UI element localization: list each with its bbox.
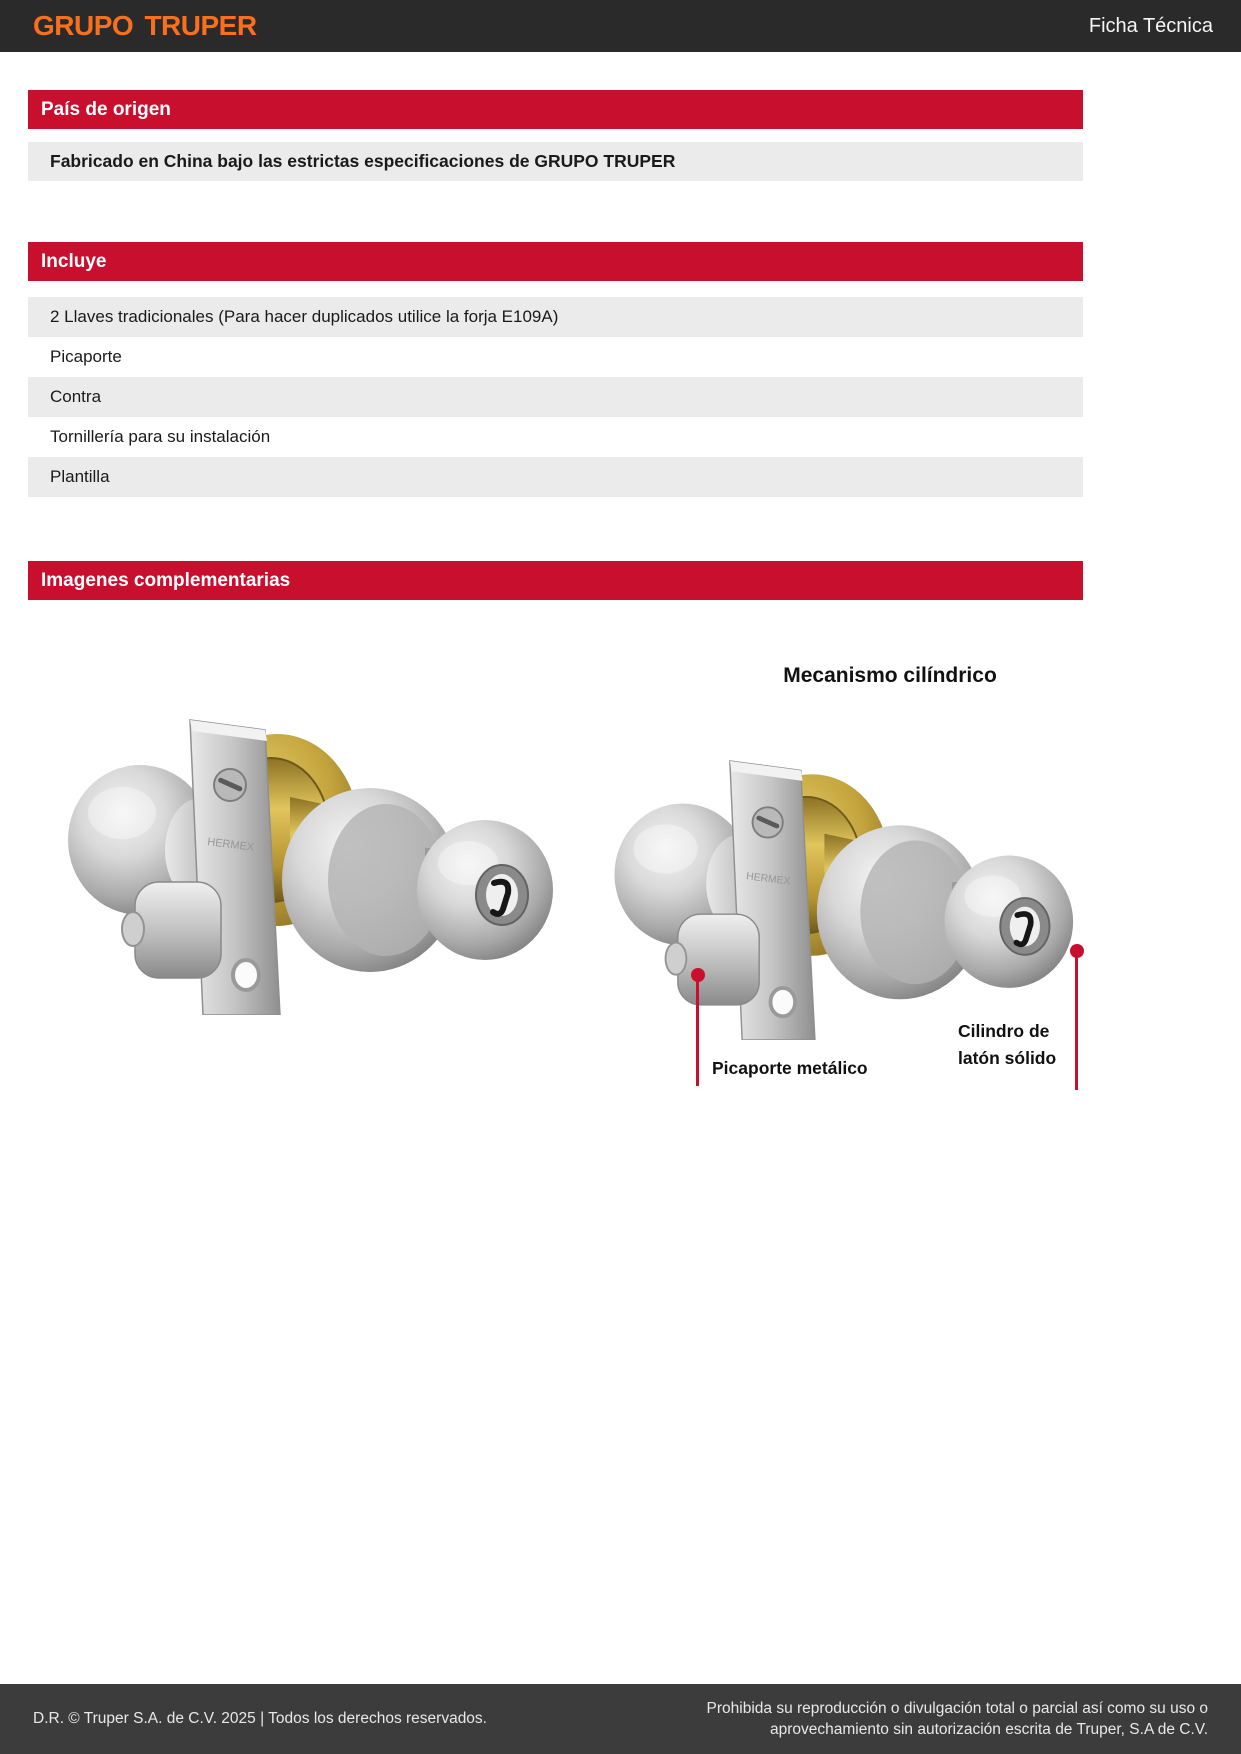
- footer-legal: [707, 1698, 1208, 1740]
- cylinder-annotation-line: [1075, 956, 1078, 1090]
- footer-legal-line1: Prohibida su reproducción o divulgación total o parcial así como su uso o: [706, 1700, 1208, 1717]
- footer-bar: [0, 1684, 1241, 1754]
- footer-copyright: D.R. © Truper S.A. de C.V. 2025 | Todos los derechos reservados.: [33, 1710, 487, 1727]
- cylinder-annotation-line2: latón sólido: [958, 1048, 1057, 1068]
- latch-annotation-label: Picaporte metálico: [712, 1058, 868, 1078]
- includes-row: Contra: [28, 377, 1083, 417]
- document-type-label: Ficha Técnica: [1088, 14, 1213, 37]
- cylinder-annotation-label: [958, 1018, 1056, 1072]
- top-header-bar: [0, 0, 1241, 52]
- section-header-imagenes-complementarias: Imagenes complementarias: [28, 561, 1083, 600]
- includes-row: 2 Llaves tradicionales (Para hacer duplicados utilice la forja E109A): [28, 297, 1083, 337]
- section-header-pais-de-origen: País de origen: [28, 90, 1083, 129]
- section-header-incluye: Incluye: [28, 242, 1083, 281]
- latch-annotation-line: [696, 978, 699, 1086]
- product-image-knob-left: [40, 645, 555, 1015]
- includes-row: Plantilla: [28, 457, 1083, 497]
- origin-text-row: Fabricado en China bajo las estrictas especificaciones de GRUPO TRUPER: [28, 142, 1083, 181]
- includes-row: Tornillería para su instalación: [50, 427, 271, 446]
- includes-row: Picaporte: [50, 347, 122, 366]
- footer-legal-line2: aprovechamiento sin autorización escrita de Truper, S.A de C.V.: [770, 1721, 1208, 1738]
- product-image-knob-right: [588, 690, 1075, 1040]
- grupo-truper-logo: GRUPO TRUPER: [33, 10, 257, 41]
- cylinder-annotation-line1: Cilindro de: [958, 1021, 1050, 1041]
- mechanism-title: Mecanismo cilíndrico: [783, 664, 997, 687]
